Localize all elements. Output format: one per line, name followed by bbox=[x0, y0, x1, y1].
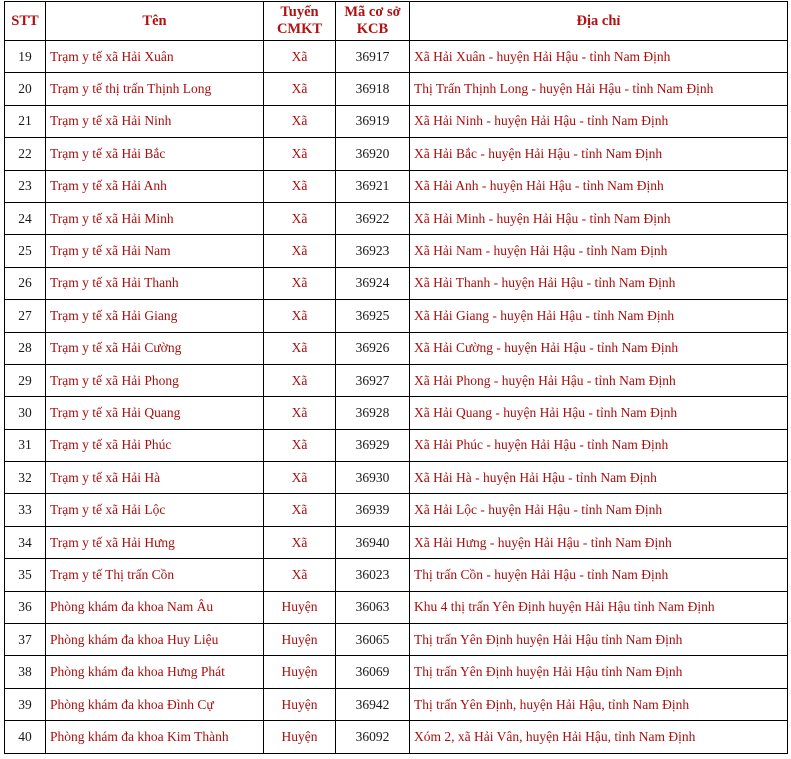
cell-stt: 25 bbox=[5, 235, 46, 267]
table-row bbox=[5, 235, 788, 267]
cell-stt: 31 bbox=[5, 429, 46, 461]
cell-ma: 36092 bbox=[336, 721, 410, 753]
cell-diachi: Xã Hải Phúc - huyện Hải Hậu - tỉnh Nam Định bbox=[410, 429, 788, 461]
cell-diachi: Thị trấn Yên Định huyện Hải Hậu tỉnh Nam Định bbox=[410, 624, 788, 656]
cell-tuyen: Xã bbox=[264, 526, 336, 558]
table-row bbox=[5, 462, 788, 494]
table-row bbox=[5, 138, 788, 170]
cell-stt: 21 bbox=[5, 105, 46, 137]
cell-stt: 34 bbox=[5, 526, 46, 558]
cell-tuyen: Xã bbox=[264, 494, 336, 526]
cell-ten: Phòng khám đa khoa Nam Âu bbox=[46, 591, 264, 623]
cell-ten: Trạm y tế xã Hải Phúc bbox=[46, 429, 264, 461]
facility-table bbox=[4, 1, 788, 754]
cell-diachi: Xã Hải Giang - huyện Hải Hậu - tỉnh Nam Định bbox=[410, 300, 788, 332]
cell-stt: 38 bbox=[5, 656, 46, 688]
cell-tuyen: Xã bbox=[264, 170, 336, 202]
cell-ten: Trạm y tế xã Hải Ninh bbox=[46, 105, 264, 137]
cell-tuyen: Xã bbox=[264, 235, 336, 267]
cell-ma: 36069 bbox=[336, 656, 410, 688]
cell-stt: 33 bbox=[5, 494, 46, 526]
cell-tuyen: Xã bbox=[264, 300, 336, 332]
cell-ma: 36929 bbox=[336, 429, 410, 461]
cell-diachi: Xã Hải Xuân - huyện Hải Hậu - tỉnh Nam Định bbox=[410, 41, 788, 73]
cell-diachi: Xã Hải Hà - huyện Hải Hậu - tỉnh Nam Định bbox=[410, 462, 788, 494]
cell-diachi: Xã Hải Lộc - huyện Hải Hậu - tỉnh Nam Định bbox=[410, 494, 788, 526]
cell-diachi: Thị Trấn Thịnh Long - huyện Hải Hậu - tỉnh Nam Định bbox=[410, 73, 788, 105]
table-row bbox=[5, 41, 788, 73]
cell-ten: Phòng khám đa khoa Đình Cự bbox=[46, 688, 264, 720]
cell-stt: 36 bbox=[5, 591, 46, 623]
cell-ten: Trạm y tế xã Hải Hưng bbox=[46, 526, 264, 558]
table-row bbox=[5, 656, 788, 688]
table-row bbox=[5, 73, 788, 105]
cell-stt: 19 bbox=[5, 41, 46, 73]
cell-tuyen: Xã bbox=[264, 105, 336, 137]
cell-ma: 36921 bbox=[336, 170, 410, 202]
cell-tuyen: Xã bbox=[264, 429, 336, 461]
cell-tuyen: Xã bbox=[264, 41, 336, 73]
cell-tuyen: Huyện bbox=[264, 624, 336, 656]
cell-ten: Trạm y tế xã Hải Anh bbox=[46, 170, 264, 202]
cell-ten: Phòng khám đa khoa Hưng Phát bbox=[46, 656, 264, 688]
cell-stt: 27 bbox=[5, 300, 46, 332]
table-row bbox=[5, 721, 788, 753]
cell-tuyen: Huyện bbox=[264, 591, 336, 623]
cell-diachi: Xã Hải Cường - huyện Hải Hậu - tỉnh Nam Định bbox=[410, 332, 788, 364]
cell-stt: 26 bbox=[5, 267, 46, 299]
cell-ten: Trạm y tế xã Hải Quang bbox=[46, 397, 264, 429]
cell-diachi: Xã Hải Nam - huyện Hải Hậu - tỉnh Nam Định bbox=[410, 235, 788, 267]
cell-stt: 37 bbox=[5, 624, 46, 656]
cell-ma: 36930 bbox=[336, 462, 410, 494]
table-row bbox=[5, 624, 788, 656]
header-stt: STT bbox=[5, 2, 46, 41]
table-row bbox=[5, 170, 788, 202]
table-row bbox=[5, 202, 788, 234]
cell-tuyen: Huyện bbox=[264, 656, 336, 688]
cell-ten: Phòng khám đa khoa Kim Thành bbox=[46, 721, 264, 753]
cell-diachi: Xã Hải Anh - huyện Hải Hậu - tỉnh Nam Định bbox=[410, 170, 788, 202]
cell-diachi: Thị trấn Yên Định, huyện Hải Hậu, tỉnh Nam Định bbox=[410, 688, 788, 720]
table-row bbox=[5, 591, 788, 623]
cell-ten: Trạm y tế xã Hải Lộc bbox=[46, 494, 264, 526]
cell-ma: 36063 bbox=[336, 591, 410, 623]
cell-ma: 36023 bbox=[336, 559, 410, 591]
table-row bbox=[5, 105, 788, 137]
cell-tuyen: Xã bbox=[264, 267, 336, 299]
cell-stt: 24 bbox=[5, 202, 46, 234]
cell-diachi: Xã Hải Thanh - huyện Hải Hậu - tỉnh Nam Định bbox=[410, 267, 788, 299]
cell-ten: Trạm y tế xã Hải Nam bbox=[46, 235, 264, 267]
cell-tuyen: Xã bbox=[264, 397, 336, 429]
cell-diachi: Xã Hải Minh - huyện Hải Hậu - tỉnh Nam Định bbox=[410, 202, 788, 234]
cell-diachi: Thị trấn Yên Định huyện Hải Hậu tỉnh Nam Định bbox=[410, 656, 788, 688]
cell-stt: 32 bbox=[5, 462, 46, 494]
cell-diachi: Xóm 2, xã Hải Vân, huyện Hải Hậu, tỉnh Nam Định bbox=[410, 721, 788, 753]
cell-tuyen: Xã bbox=[264, 559, 336, 591]
cell-ten: Trạm y tế xã Hải Phong bbox=[46, 364, 264, 396]
cell-diachi: Thị trấn Cồn - huyện Hải Hậu - tỉnh Nam Định bbox=[410, 559, 788, 591]
cell-stt: 20 bbox=[5, 73, 46, 105]
cell-diachi: Xã Hải Phong - huyện Hải Hậu - tỉnh Nam Định bbox=[410, 364, 788, 396]
cell-ten: Trạm y tế xã Hải Hà bbox=[46, 462, 264, 494]
table-row bbox=[5, 559, 788, 591]
cell-tuyen: Xã bbox=[264, 462, 336, 494]
cell-tuyen: Xã bbox=[264, 138, 336, 170]
cell-ten: Trạm y tế xã Hải Xuân bbox=[46, 41, 264, 73]
table-row bbox=[5, 429, 788, 461]
table-row bbox=[5, 688, 788, 720]
cell-tuyen: Huyện bbox=[264, 721, 336, 753]
cell-ma: 36940 bbox=[336, 526, 410, 558]
cell-stt: 35 bbox=[5, 559, 46, 591]
cell-stt: 30 bbox=[5, 397, 46, 429]
cell-tuyen: Xã bbox=[264, 73, 336, 105]
cell-ten: Trạm y tế xã Hải Cường bbox=[46, 332, 264, 364]
cell-stt: 29 bbox=[5, 364, 46, 396]
cell-ma: 36927 bbox=[336, 364, 410, 396]
header-row bbox=[5, 2, 788, 41]
cell-ten: Trạm y tế xã Hải Minh bbox=[46, 202, 264, 234]
cell-ten: Trạm y tế Thị trấn Cồn bbox=[46, 559, 264, 591]
cell-ma: 36920 bbox=[336, 138, 410, 170]
cell-stt: 40 bbox=[5, 721, 46, 753]
cell-tuyen: Xã bbox=[264, 364, 336, 396]
table-row bbox=[5, 526, 788, 558]
cell-diachi: Xã Hải Bắc - huyện Hải Hậu - tỉnh Nam Định bbox=[410, 138, 788, 170]
table-row bbox=[5, 364, 788, 396]
cell-ma: 36919 bbox=[336, 105, 410, 137]
table-row bbox=[5, 300, 788, 332]
cell-stt: 23 bbox=[5, 170, 46, 202]
cell-diachi: Khu 4 thị trấn Yên Định huyện Hải Hậu tỉnh Nam Định bbox=[410, 591, 788, 623]
cell-stt: 39 bbox=[5, 688, 46, 720]
cell-ma: 36928 bbox=[336, 397, 410, 429]
header-ma: Mã cơ sở KCB bbox=[336, 2, 410, 41]
cell-ma: 36065 bbox=[336, 624, 410, 656]
table-row bbox=[5, 267, 788, 299]
cell-ma: 36925 bbox=[336, 300, 410, 332]
cell-ma: 36923 bbox=[336, 235, 410, 267]
cell-stt: 28 bbox=[5, 332, 46, 364]
table-row bbox=[5, 397, 788, 429]
cell-tuyen: Huyện bbox=[264, 688, 336, 720]
cell-ma: 36942 bbox=[336, 688, 410, 720]
cell-diachi: Xã Hải Hưng - huyện Hải Hậu - tỉnh Nam Định bbox=[410, 526, 788, 558]
header-tuyen: Tuyến CMKT bbox=[264, 2, 336, 41]
table-row bbox=[5, 494, 788, 526]
cell-ten: Trạm y tế xã Hải Thanh bbox=[46, 267, 264, 299]
table-body bbox=[5, 41, 788, 754]
header-diachi: Địa chỉ bbox=[410, 2, 788, 41]
cell-ten: Trạm y tế thị trấn Thịnh Long bbox=[46, 73, 264, 105]
cell-stt: 22 bbox=[5, 138, 46, 170]
cell-ma: 36917 bbox=[336, 41, 410, 73]
cell-ma: 36926 bbox=[336, 332, 410, 364]
cell-tuyen: Xã bbox=[264, 202, 336, 234]
table-row bbox=[5, 332, 788, 364]
cell-ten: Trạm y tế xã Hải Bắc bbox=[46, 138, 264, 170]
cell-ma: 36924 bbox=[336, 267, 410, 299]
cell-ten: Phòng khám đa khoa Huy Liệu bbox=[46, 624, 264, 656]
cell-diachi: Xã Hải Ninh - huyện Hải Hậu - tỉnh Nam Định bbox=[410, 105, 788, 137]
cell-diachi: Xã Hải Quang - huyện Hải Hậu - tỉnh Nam Định bbox=[410, 397, 788, 429]
header-ten: Tên bbox=[46, 2, 264, 41]
cell-ma: 36939 bbox=[336, 494, 410, 526]
cell-ma: 36918 bbox=[336, 73, 410, 105]
cell-tuyen: Xã bbox=[264, 332, 336, 364]
facility-table-container bbox=[4, 1, 788, 754]
cell-ma: 36922 bbox=[336, 202, 410, 234]
cell-ten: Trạm y tế xã Hải Giang bbox=[46, 300, 264, 332]
